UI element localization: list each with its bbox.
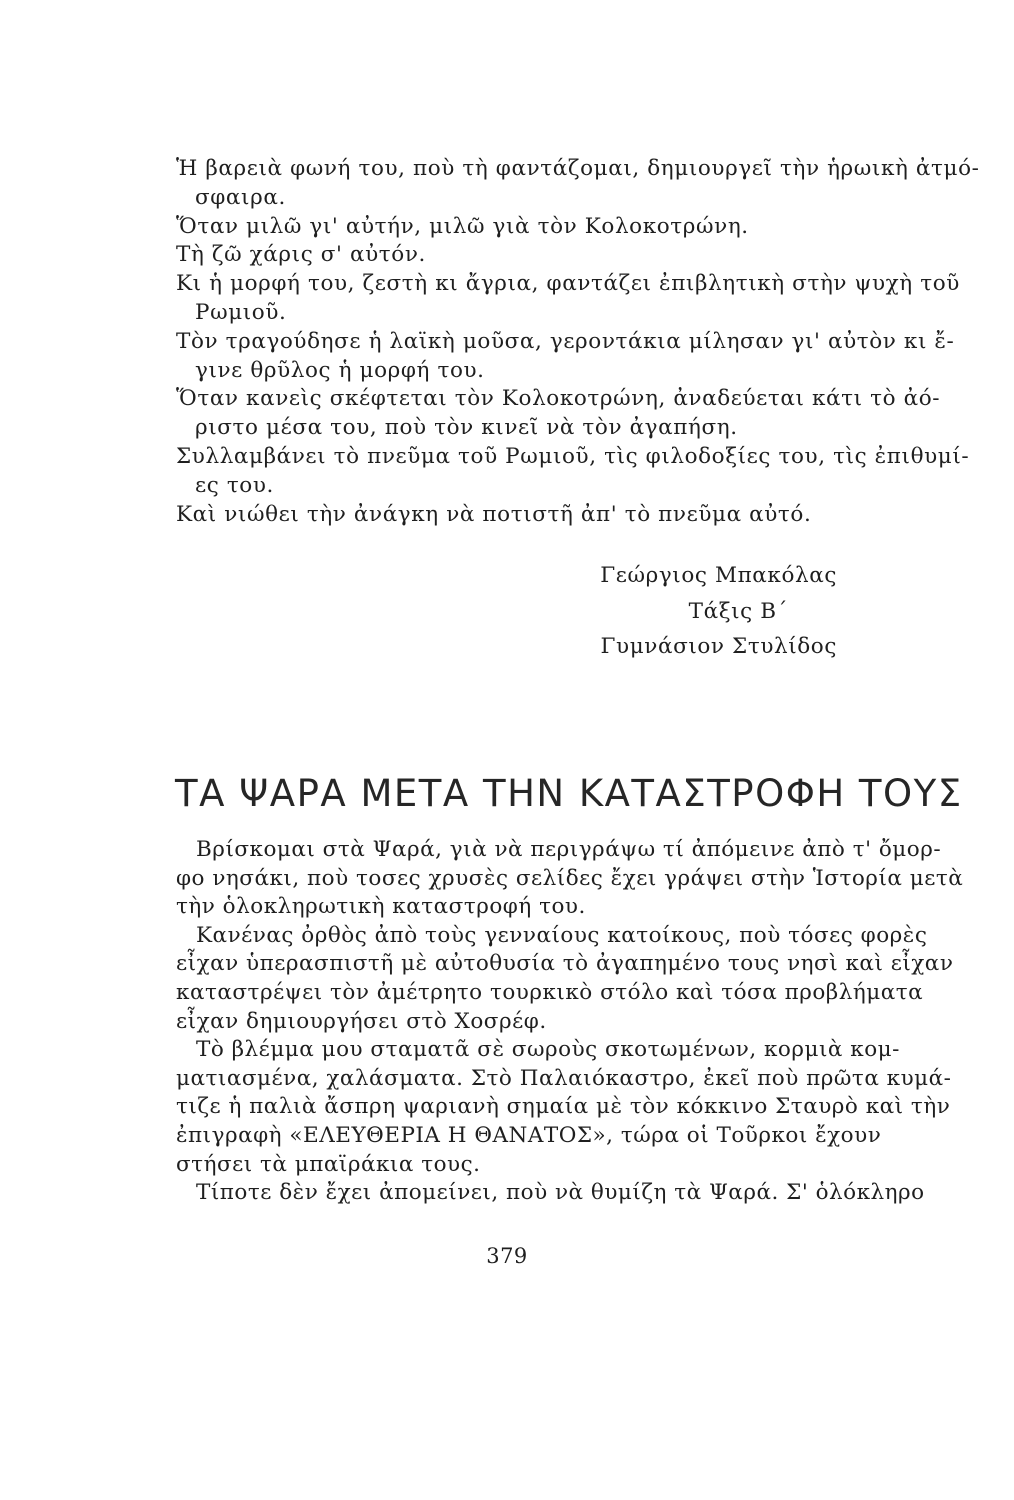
- poem-block: [176, 155, 980, 529]
- article-line: Βρίσκομαι στὰ Ψαρά, γιὰ νὰ περιγράψω τί ἀπόμεινε ἀπὸ τ' ὄμορ-: [196, 837, 942, 862]
- poem-line: Ἡ βαρειὰ φωνή του, ποὺ τὴ φαντάζομαι, δημιουργεῖ τὴν ἡρωικὴ ἀτμό-: [176, 156, 980, 181]
- article-line: εἶχαν ὑπερασπιστῆ μὲ αὐτοθυσία τὸ ἀγαπημένο τους νησὶ καὶ εἶχαν: [176, 951, 954, 977]
- poem-line: ριστο μέσα του, ποὺ τὸν κινεῖ νὰ τὸν ἀγαπήση.: [195, 415, 738, 441]
- poem-line: γινε θρῦλος ἡ μορφή του.: [195, 357, 485, 383]
- article-line: φο νησάκι, ποὺ τοσες χρυσὲς σελίδες ἔχει γράψει στὴν Ἱστορία μετὰ: [176, 865, 964, 891]
- author-name: Γεώργιος Μπακόλας: [600, 563, 837, 588]
- page-number: 379: [486, 1244, 528, 1268]
- poem-line: σφαιρα.: [195, 184, 286, 210]
- article-line: τιζε ἡ παλιὰ ἄσπρη ψαριανὴ σημαία μὲ τὸν κόκκινο Σταυρὸ καὶ τὴν: [176, 1094, 951, 1120]
- article-line: εἶχαν δημιουργήσει στὸ Χοσρέφ.: [176, 1008, 547, 1034]
- article-line: στήσει τὰ μπαϊράκια τους.: [176, 1151, 481, 1177]
- poem-line: Ρωμιοῦ.: [195, 299, 287, 325]
- signature-block: [497, 558, 837, 665]
- article-line: ἐπιγραφὴ «ΕΛΕΥΘΕΡΙΑ Η ΘΑΝΑΤΟΣ», τώρα οἱ Τοῦρκοι ἔχουν: [176, 1122, 882, 1148]
- poem-line: Τὸν τραγούδησε ἡ λαϊκὴ μοῦσα, γεροντάκια μίλησαν γι' αὐτὸν κι ἔ-: [176, 328, 955, 354]
- poem-line: Κι ἡ μορφή του, ζεστὴ κι ἄγρια, φαντάζει ἐπιβλητικὴ στὴν ψυχὴ τοῦ: [176, 271, 960, 297]
- article-line: Κανένας ὀρθὸς ἀπὸ τοὺς γενναίους κατοίκους, ποὺ τόσες φορὲς: [196, 922, 928, 948]
- author-school: Γυμνάσιον Στυλίδος: [600, 634, 837, 659]
- article-line: Τίποτε δὲν ἔχει ἀπομείνει, ποὺ νὰ θυμίζη τὰ Ψαρά. Σ' ὁλόκληρο: [196, 1180, 925, 1206]
- article-line: Τὸ βλέμμα μου σταματᾶ σὲ σωροὺς σκοτωμένων, κορμιὰ κομ-: [196, 1037, 900, 1063]
- article-line: ματιασμένα, χαλάσματα. Στὸ Παλαιόκαστρο, ἐκεῖ ποὺ πρῶτα κυμά-: [176, 1065, 952, 1091]
- poem-line: Συλλαμβάνει τὸ πνεῦμα τοῦ Ρωμιοῦ, τὶς φιλοδοξίες του, τὶς ἐπιθυμί-: [176, 443, 970, 469]
- article-line: καταστρέψει τὸν ἀμέτρητο τουρκικὸ στόλο καὶ τόσα προβλήματα: [176, 979, 924, 1005]
- author-class: Τάξις Β΄: [688, 598, 788, 624]
- article-body: [176, 836, 964, 1208]
- poem-line: Τὴ ζῶ χάρις σ' αὐτόν.: [176, 242, 426, 268]
- article-line: τὴν ὁλοκληρωτικὴ καταστροφή του.: [176, 894, 586, 920]
- poem-line: Καὶ νιώθει τὴν ἀνάγκη νὰ ποτιστῆ ἀπ' τὸ πνεῦμα αὐτό.: [176, 501, 812, 527]
- poem-line: ες του.: [195, 472, 274, 498]
- poem-line: Ὅταν μιλῶ γι' αὐτήν, μιλῶ γιὰ τὸν Κολοκοτρώνη.: [176, 213, 749, 239]
- poem-line: Ὅταν κανεὶς σκέφτεται τὸν Κολοκοτρώνη, ἀναδεύεται κάτι τὸ ἀό-: [176, 386, 941, 412]
- article-title: ΤΑ ΨΑΡΑ ΜΕΤΑ ΤΗΝ ΚΑΤΑΣΤΡΟΦΗ ΤΟΥΣ: [175, 772, 963, 815]
